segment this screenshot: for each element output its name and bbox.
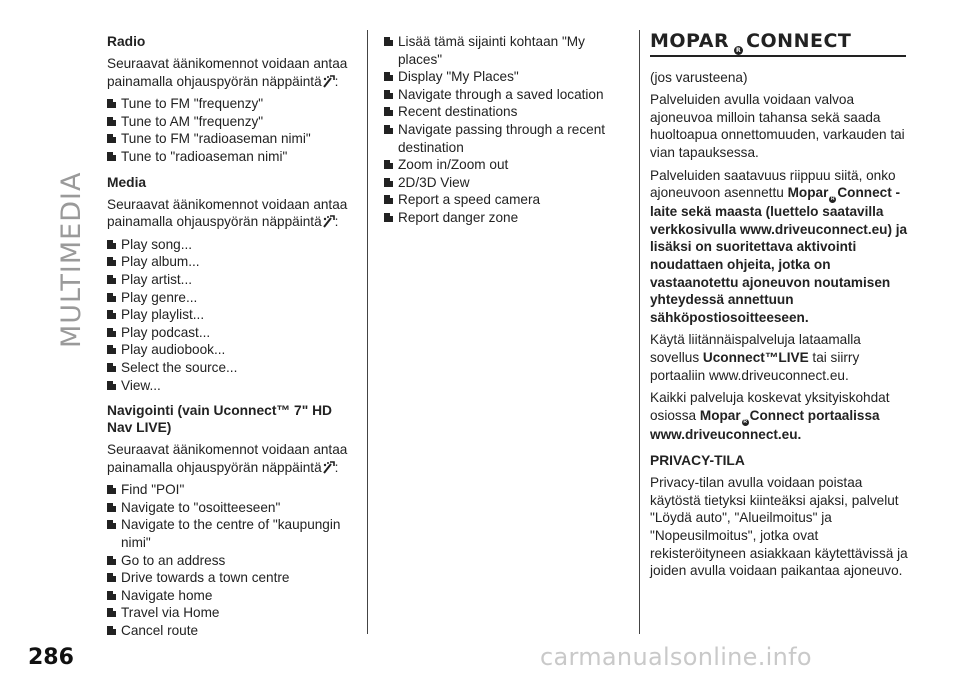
list-item [384,191,616,209]
list-item-text: Play artist... [121,271,193,287]
page-number: 286 [28,645,74,670]
bullet-icon [107,275,116,284]
bullet-icon [107,503,116,512]
list-item [384,33,616,68]
navigation-intro [107,441,357,476]
bullet-icon [107,485,116,494]
column-divider-left [367,30,368,634]
details-paragraph [650,389,912,443]
list-item-text: Cancel route [121,623,199,639]
list-item-text: Tune to AM "frequenzy" [121,113,264,129]
list-item [107,324,357,342]
navigation-intro-colon: : [334,459,339,475]
privacy-text: Privacy-tilan avulla voidaan poistaa käytöstä tietyksi kiinteäksi ajaksi, palvelut "Löydä auto", "Alueilmoitus" ja "Nopeusilmoitus", jotka ovat rekisteröityneen asiakkaan käytettävissä ja joiden avulla voidaan paikantaa ajoneuvo. [650,475,908,579]
navigation-heading: Navigointi (vain Uconnect™ 7" HD Nav LIVE) [107,403,333,436]
list-item-text: Display "My Places" [398,69,519,85]
list-item [107,569,357,587]
mopar-connect-title [650,30,906,57]
registered-mark-small: R [743,418,747,425]
brand-connect: CONNECT [746,30,852,52]
bullet-icon [384,72,393,81]
bullet-icon [384,160,393,169]
list-item-text: Play album... [121,254,200,270]
list-item-text: Zoom in/Zoom out [398,157,509,173]
list-item-text: Navigate through a saved location [398,86,604,102]
radio-command-list [107,95,357,165]
list-item [107,516,357,551]
app-paragraph [650,331,912,384]
list-item [384,121,616,156]
bullet-icon [107,328,116,337]
radio-intro-text: Seuraavat äänikomennot voidaan antaa painamalla ohjauspyörän näppäintä [107,56,348,89]
navigation-command-list-continued [384,33,616,227]
list-item [384,209,616,227]
column-divider-right [639,30,640,634]
bullet-icon [107,310,116,319]
list-item [384,156,616,174]
list-item [107,130,357,148]
availability-paragraph [650,167,912,327]
list-item [107,481,357,499]
bullet-icon [384,125,393,134]
list-item-text: Select the source... [121,359,238,375]
list-item [107,377,357,395]
list-item-text: Tune to FM "frequenzy" [121,96,264,112]
app-name: Uconnect™LIVE [702,349,809,365]
list-item [107,113,357,131]
list-item-text: Go to an address [121,552,226,568]
media-heading: Media [107,174,147,190]
brand-mopar: MOPAR [650,30,730,52]
radio-heading: Radio [107,34,146,49]
media-intro [107,196,357,231]
media-intro-colon: : [334,214,339,230]
list-item [107,587,357,605]
list-item-text: Travel via Home [121,605,220,621]
list-item [384,174,616,192]
column-2 [384,33,616,227]
bullet-icon [107,556,116,565]
voice-command-icon [322,461,335,475]
privacy-heading: PRIVACY-TILA [650,453,745,469]
list-item [107,289,357,307]
list-item [107,499,357,517]
bullet-icon [107,381,116,390]
list-item-text: Drive towards a town centre [121,570,290,586]
list-item-text: 2D/3D View [398,174,470,190]
list-item-text: Play song... [121,236,193,252]
bullet-icon [384,178,393,187]
bullet-icon [384,195,393,204]
column-3 [650,30,912,585]
watermark: carmanualsonline.info [540,643,812,671]
list-item-text: Navigate to the centre of "kaupungin nimi" [121,517,341,551]
details-text-a: Kaikki palveluja koskevat yksityiskohdat osiossa [650,390,890,423]
list-item [384,103,616,121]
list-item-text: Play podcast... [121,324,211,340]
list-item [384,68,616,86]
bullet-icon [107,134,116,143]
services-description: Palveluiden avulla voidaan valvoa ajoneuvoa milloin tahansa sekä saada huoltoapua onnettomuuden, varkauden tai vian tapauksessa. [650,92,905,160]
media-intro-text: Seuraavat äänikomennot voidaan antaa painamalla ohjauspyörän näppäintä [107,196,348,230]
list-item-text: Find "POI" [121,482,185,498]
list-item-text: Navigate passing through a recent destination [398,121,606,155]
list-item-text: Tune to "radioaseman nimi" [121,148,288,164]
list-item [107,271,357,289]
list-item-text: Tune to FM "radioaseman nimi" [121,131,311,147]
list-item [107,253,357,271]
list-item-text: Recent destinations [398,104,518,120]
availability-text-bold: Connect -laite sekä maasta (luettelo saatavilla verkkosivulla www.driveuconnect.eu) ja lisäksi on suoritettava aktivointi noudattaen ohjeita, jotka on vastaanotettu ajoneuvon noutamisen yhteydessä annettuun sähköpostiosoitteeseen. [650,185,908,325]
list-item [107,341,357,359]
radio-intro-colon: : [334,73,339,89]
details-text-bold: Connect portaalissa www.driveuconnect.eu. [650,407,880,442]
list-item-text: View... [121,377,161,393]
availability-note: (jos varusteena) [650,69,748,85]
chapter-side-title [52,171,92,350]
registered-mark: R [736,46,742,54]
bullet-icon [107,608,116,617]
voice-command-icon [322,75,335,89]
list-item-text: Lisää tämä sijainti kohtaan "My places" [398,34,585,67]
availability-mopar: Mopar [787,185,829,201]
list-item [107,359,357,377]
navigation-command-list [107,481,357,639]
app-text-a: Käytä liitännäispalveluja lataamalla sovellus [650,332,861,365]
bullet-icon [107,99,116,108]
bullet-icon [107,573,116,582]
bullet-icon [384,90,393,99]
list-item-text: Report a speed camera [398,192,541,208]
list-item-text: Navigate to "osoitteeseen" [121,499,281,515]
bullet-icon [107,117,116,126]
registered-mark-small: R [831,196,835,203]
list-item [107,552,357,570]
details-mopar: Mopar [699,407,741,423]
bullet-icon [107,591,116,600]
availability-text-a: Palveluiden saatavuus riippuu siitä, onko ajoneuvoon asennettu [650,167,896,201]
bullet-icon [107,520,116,529]
list-item [107,148,357,166]
list-item-text: Play playlist... [121,307,205,323]
voice-command-icon [322,215,335,229]
column-1 [107,33,357,640]
list-item-text: Navigate home [121,587,213,603]
bullet-icon [107,293,116,302]
radio-intro [107,55,357,90]
list-item-text: Report danger zone [398,209,519,225]
bullet-icon [107,257,116,266]
bullet-icon [107,626,116,635]
bullet-icon [384,107,393,116]
list-item [107,306,357,324]
list-item-text: Play genre... [121,289,198,305]
list-item [384,86,616,104]
list-item [107,95,357,113]
list-item-text: Play audiobook... [121,342,226,358]
media-command-list [107,236,357,394]
list-item [107,622,357,640]
navigation-intro-text: Seuraavat äänikomennot voidaan antaa painamalla ohjauspyörän näppäintä [107,442,348,475]
bullet-icon [384,213,393,222]
list-item [107,236,357,254]
chapter-side-title-text: MULTIMEDIA [56,171,87,348]
bullet-icon [384,37,393,46]
list-item [107,604,357,622]
bullet-icon [107,363,116,372]
bullet-icon [107,240,116,249]
app-text-c: tai siirry portaaliin www.driveuconnect.eu. [650,349,860,383]
bullet-icon [107,345,116,354]
bullet-icon [107,152,116,161]
